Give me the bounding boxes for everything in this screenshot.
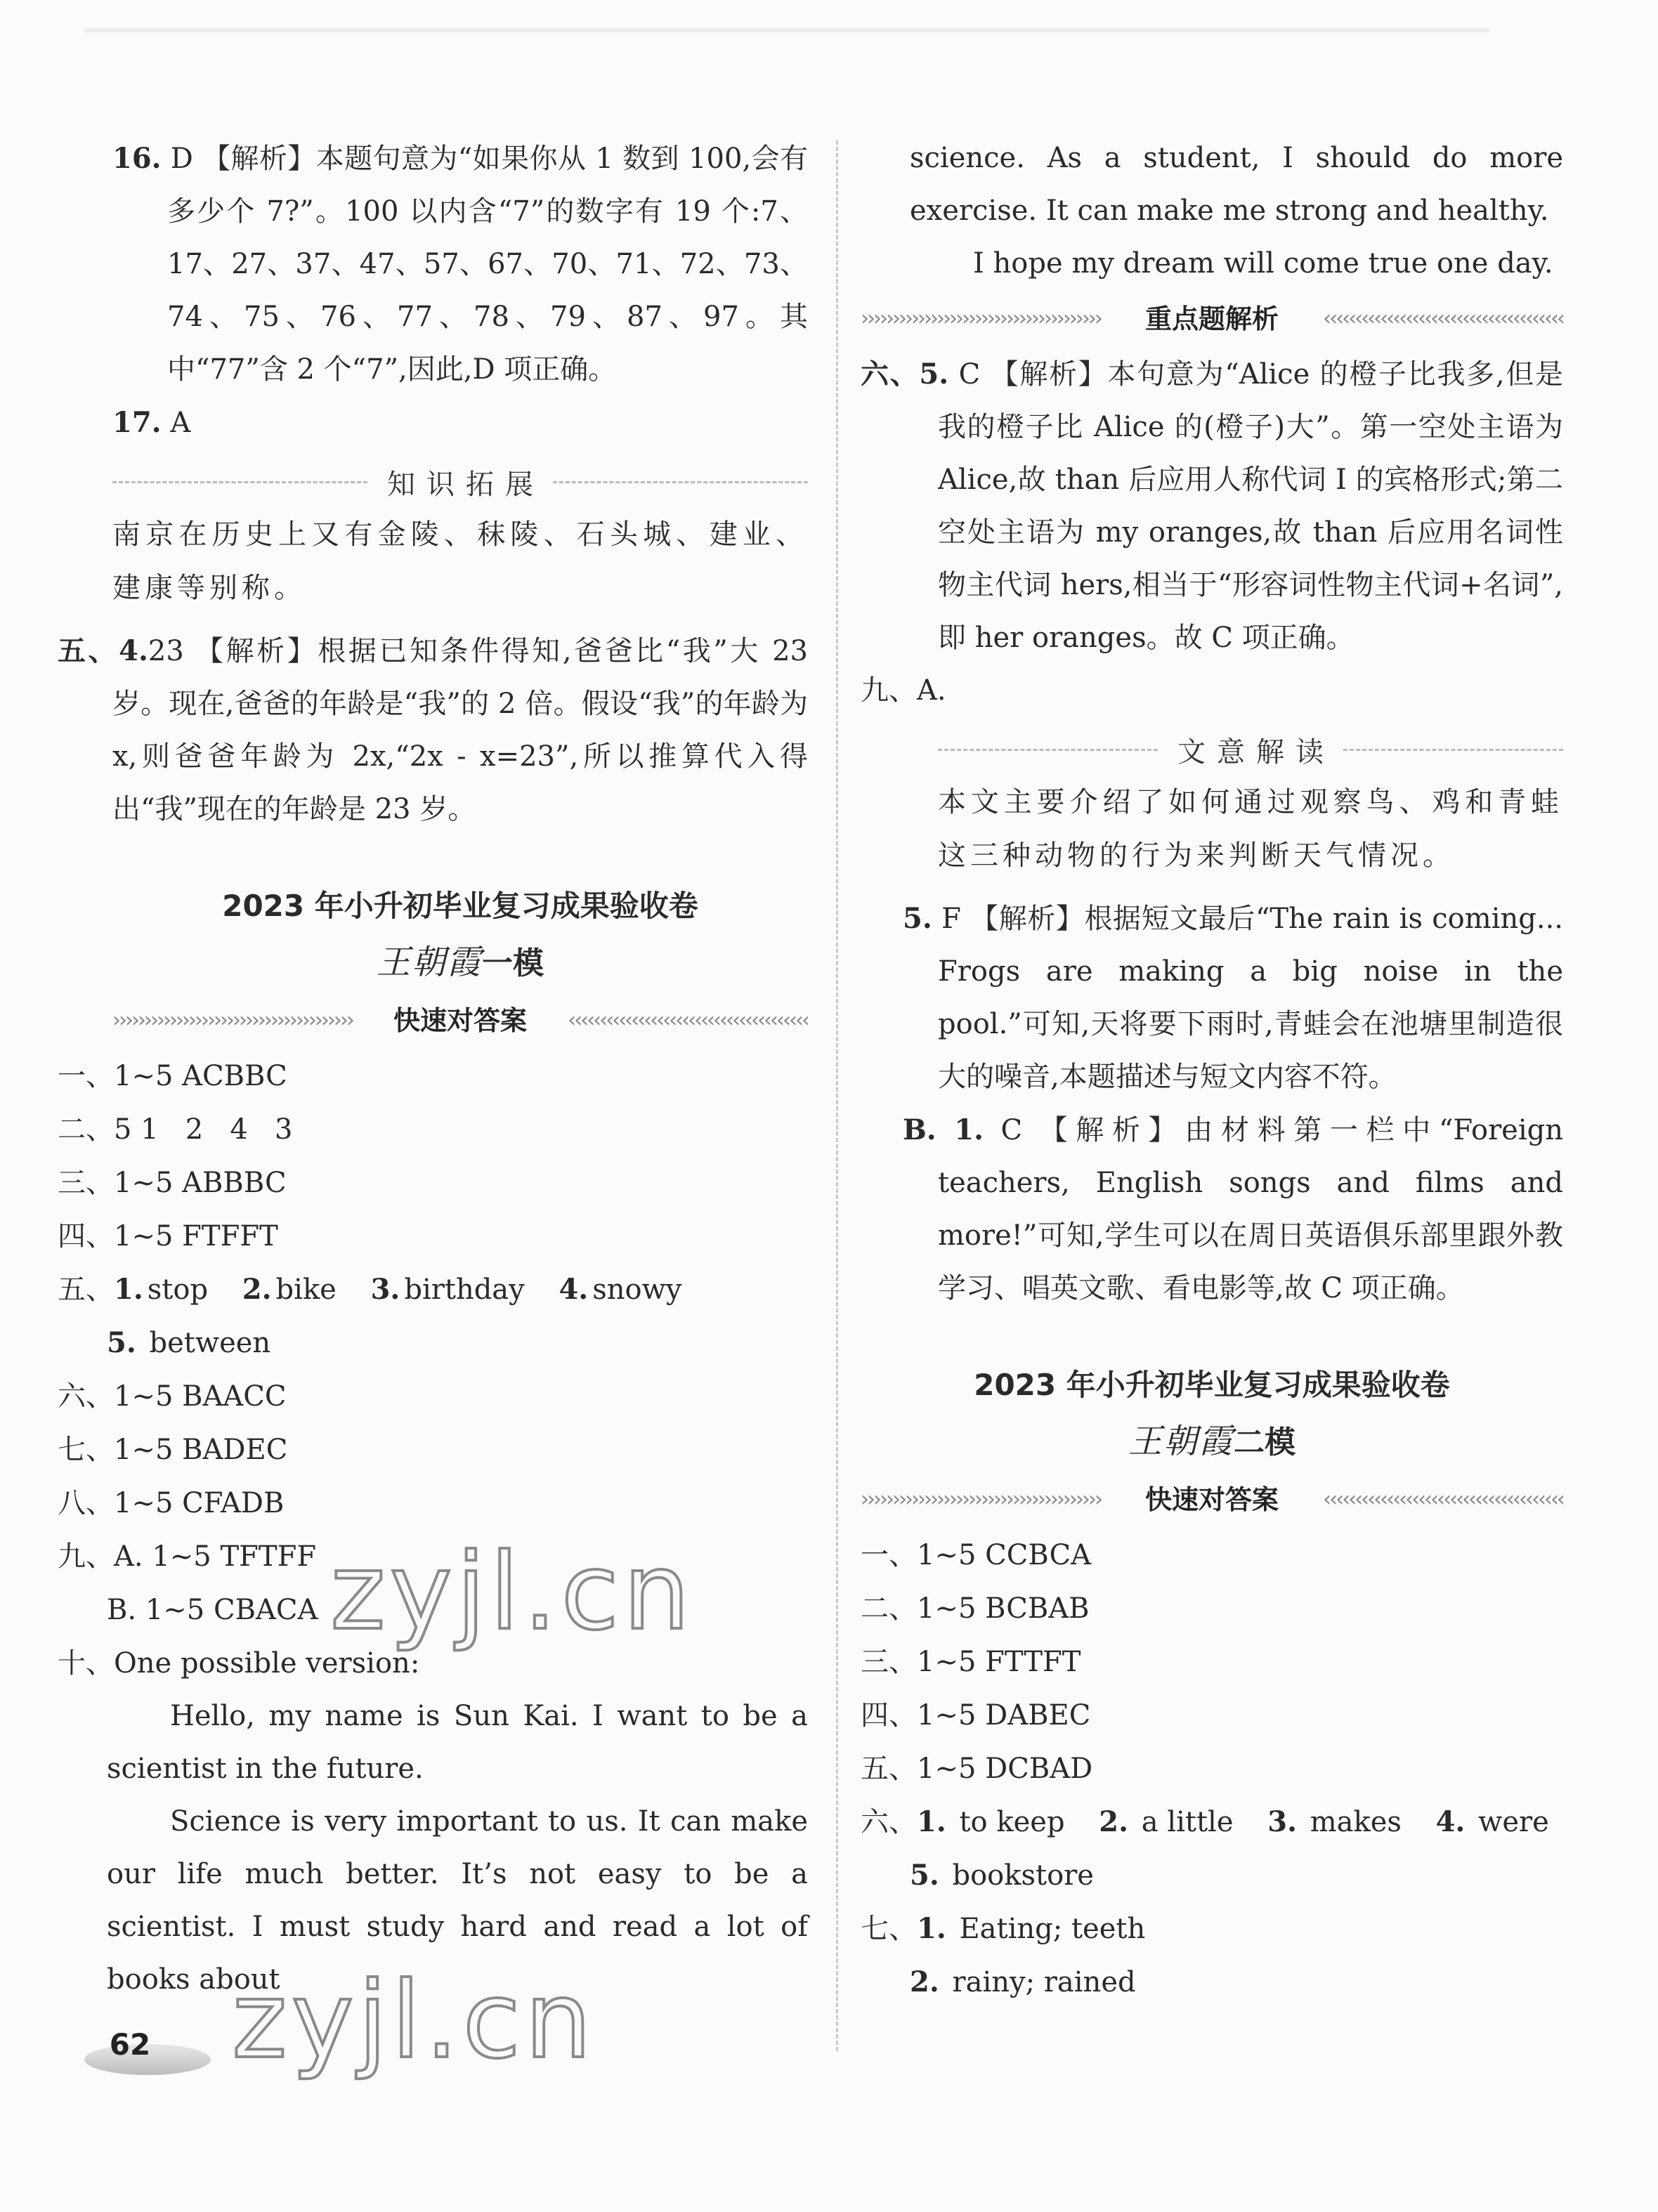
answer-row-five: 五、1. stop 2. bike 3. birthday 4. snowy bbox=[58, 1273, 682, 1306]
key-analysis-header: ›››››››››››››››››››››››››››››››››››››› 重点题解析 ‹‹‹‹‹‹‹‹‹‹‹‹‹‹‹‹‹‹‹‹‹‹‹‹‹‹‹‹‹‹‹‹‹‹‹‹‹‹ bbox=[861, 294, 1563, 343]
chevrons-right-icon: ›››››››››››››››››››››››››››››››››››››› bbox=[861, 306, 1101, 331]
left-column bbox=[58, 132, 809, 2006]
section-title-1: 2023 年小升初毕业复习成果验收卷 bbox=[222, 889, 698, 923]
answer-row: B. 1~5 CBACA bbox=[107, 1594, 318, 1626]
quick-answer-header-1: ›››››››››››››››››››››››››››››››››››››› 快速对答案 ‹‹‹‹‹‹‹‹‹‹‹‹‹‹‹‹‹‹‹‹‹‹‹‹‹‹‹‹‹‹‹‹‹‹‹‹‹‹ bbox=[112, 996, 808, 1045]
answer-row: 一、1~5 ACBBC bbox=[58, 1060, 287, 1092]
top-border bbox=[84, 28, 1489, 32]
answer-row-ten: 十、One possible version: bbox=[58, 1647, 420, 1680]
essay-ending: I hope my dream will come true one day. bbox=[973, 247, 1553, 280]
watermark: zyjl.cn bbox=[232, 1960, 596, 2082]
answer-17: 17. A bbox=[112, 406, 191, 439]
essay-paragraph: Hello, my name is Sun Kai. I want to be a scientist in the future. bbox=[107, 1700, 808, 1785]
answer-row: 五、1~5 DCBAD bbox=[861, 1753, 1093, 1785]
answer-row: 九、A. 1~5 TFTFF bbox=[58, 1540, 317, 1573]
answer-row-seven-2: 2. rainy; rained bbox=[910, 1965, 1136, 1998]
reading-box-text: 本文主要介绍了如何通过观察鸟、鸡和青蛙这三种动物的行为来判断天气情况。 bbox=[938, 786, 1563, 872]
answer-6-5: 六、5. C 【解析】本句意为“Alice 的橙子比我多,但是我的橙子比 Alice 的(橙子)大”。第一空处主语为 Alice,故 than 后应用人称代词 I 的宾格形式;第二空处主语为 my oranges,故 than 后应用名词性物主代词 hers,相当于“形容词性物主代词+名词”,即 her oranges。故 C 项正确。 bbox=[861, 358, 1563, 654]
answer-5-4: 五、4.23 【解析】根据已知条件得知,爸爸比“我”大 23 岁。现在,爸爸的年龄是“我”的 2 倍。假设“我”的年龄为 x,则爸爸年龄为 2x,“2x - x=23”,所以推算代入得出“我”现在的年龄是 23 岁。 bbox=[58, 634, 808, 825]
section-subtitle-2: 王朝霞二模 bbox=[1128, 1422, 1295, 1461]
answer-row-five-5: 5. between bbox=[107, 1326, 271, 1359]
answer-row: 七、1~5 BADEC bbox=[58, 1434, 288, 1466]
right-column bbox=[861, 132, 1563, 2009]
answer-row: 六、1~5 BAACC bbox=[58, 1380, 287, 1413]
chevrons-right-icon: ›››››››››››››››››››››››››››››››››››››› bbox=[861, 1487, 1101, 1512]
answer-16: 16. D 【解析】本题句意为“如果你从 1 数到 100,会有多少个 7?”。100 以内含“7”的数字有 19 个:7、17、27、37、47、57、67、70、71、72、73、74、75、76、77、78、79、87、97。其中“77”含 2 个“7”,因此,D 项正确。 bbox=[112, 142, 809, 386]
column-divider bbox=[836, 140, 838, 2051]
answer-list-2 bbox=[861, 1529, 1563, 2009]
answer-row: 二、5 1 2 4 3 bbox=[58, 1113, 293, 1146]
answer-5: 5. F 【解析】根据短文最后“The rain is coming... Frogs are making a big noise in the pool.”可知,天将要下雨时,青蛙会在池塘里制造很大的噪音,本题描述与短文内容不符。 bbox=[903, 902, 1563, 1093]
knowledge-box-text: 南京在历史上又有金陵、秣陵、石头城、建业、建康等别称。 bbox=[112, 518, 808, 604]
quick-answer-header-2: ›››››››››››››››››››››››››››››››››››››› 快速对答案 ‹‹‹‹‹‹‹‹‹‹‹‹‹‹‹‹‹‹‹‹‹‹‹‹‹‹‹‹‹‹‹‹‹‹‹‹‹‹ bbox=[861, 1475, 1563, 1524]
answer-row: 八、1~5 CFADB bbox=[58, 1487, 285, 1519]
signature-logo: 王朝霞 bbox=[376, 943, 482, 982]
answer-row: 四、1~5 FTFFT bbox=[58, 1220, 278, 1252]
answer-row: 一、1~5 CCBCA bbox=[861, 1539, 1091, 1571]
answer-row-seven: 七、1. Eating; teeth bbox=[861, 1912, 1146, 1945]
watermark: zyjl.cn bbox=[330, 1531, 695, 1654]
chevrons-right-icon: ›››››››››››››››››››››››››››››››››››››› bbox=[112, 1008, 353, 1033]
knowledge-box-header: 知识拓展 bbox=[112, 462, 808, 502]
answer-row-six-5: 5. bookstore bbox=[910, 1859, 1094, 1892]
chevrons-left-icon: ‹‹‹‹‹‹‹‹‹‹‹‹‹‹‹‹‹‹‹‹‹‹‹‹‹‹‹‹‹‹‹‹‹‹‹‹‹‹ bbox=[568, 1008, 809, 1033]
answer-row: 三、1~5 ABBBC bbox=[58, 1167, 287, 1199]
reading-box-header: 文意解读 bbox=[938, 730, 1563, 770]
section-subtitle-1: 王朝霞一模 bbox=[376, 943, 544, 982]
answer-9a: 九、A. bbox=[861, 674, 946, 707]
page-number-badge bbox=[77, 2023, 218, 2086]
essay-continuation: science. As a student, I should do more exercise. It can make me strong and healthy. bbox=[910, 142, 1563, 227]
answer-b1: B. 1. C 【解析】由材料第一栏中“Foreign teachers, English songs and films and more!”可知,学生可以在周日英语俱乐部里跟外教学习、唱英文歌、看电影等,故 C 项正确。 bbox=[903, 1113, 1564, 1304]
chevrons-left-icon: ‹‹‹‹‹‹‹‹‹‹‹‹‹‹‹‹‹‹‹‹‹‹‹‹‹‹‹‹‹‹‹‹‹‹‹‹‹‹ bbox=[1323, 306, 1564, 331]
answer-row: 二、1~5 BCBAB bbox=[861, 1592, 1090, 1625]
answer-row: 四、1~5 DABEC bbox=[861, 1699, 1091, 1732]
essay-paragraph: Science is very important to us. It can make our life much better. It’s not easy to be a scientist. I must study hard and read a lot of books about bbox=[107, 1805, 808, 1996]
signature-logo: 王朝霞 bbox=[1128, 1422, 1234, 1461]
page-number: 62 bbox=[109, 2027, 151, 2062]
chevrons-left-icon: ‹‹‹‹‹‹‹‹‹‹‹‹‹‹‹‹‹‹‹‹‹‹‹‹‹‹‹‹‹‹‹‹‹‹‹‹‹‹ bbox=[1323, 1487, 1564, 1512]
answer-row-six: 六、1. to keep 2. a little 3. makes 4. were bbox=[861, 1805, 1549, 1838]
section-title-2: 2023 年小升初毕业复习成果验收卷 bbox=[974, 1368, 1450, 1402]
answer-row: 三、1~5 FTTFT bbox=[861, 1646, 1081, 1678]
